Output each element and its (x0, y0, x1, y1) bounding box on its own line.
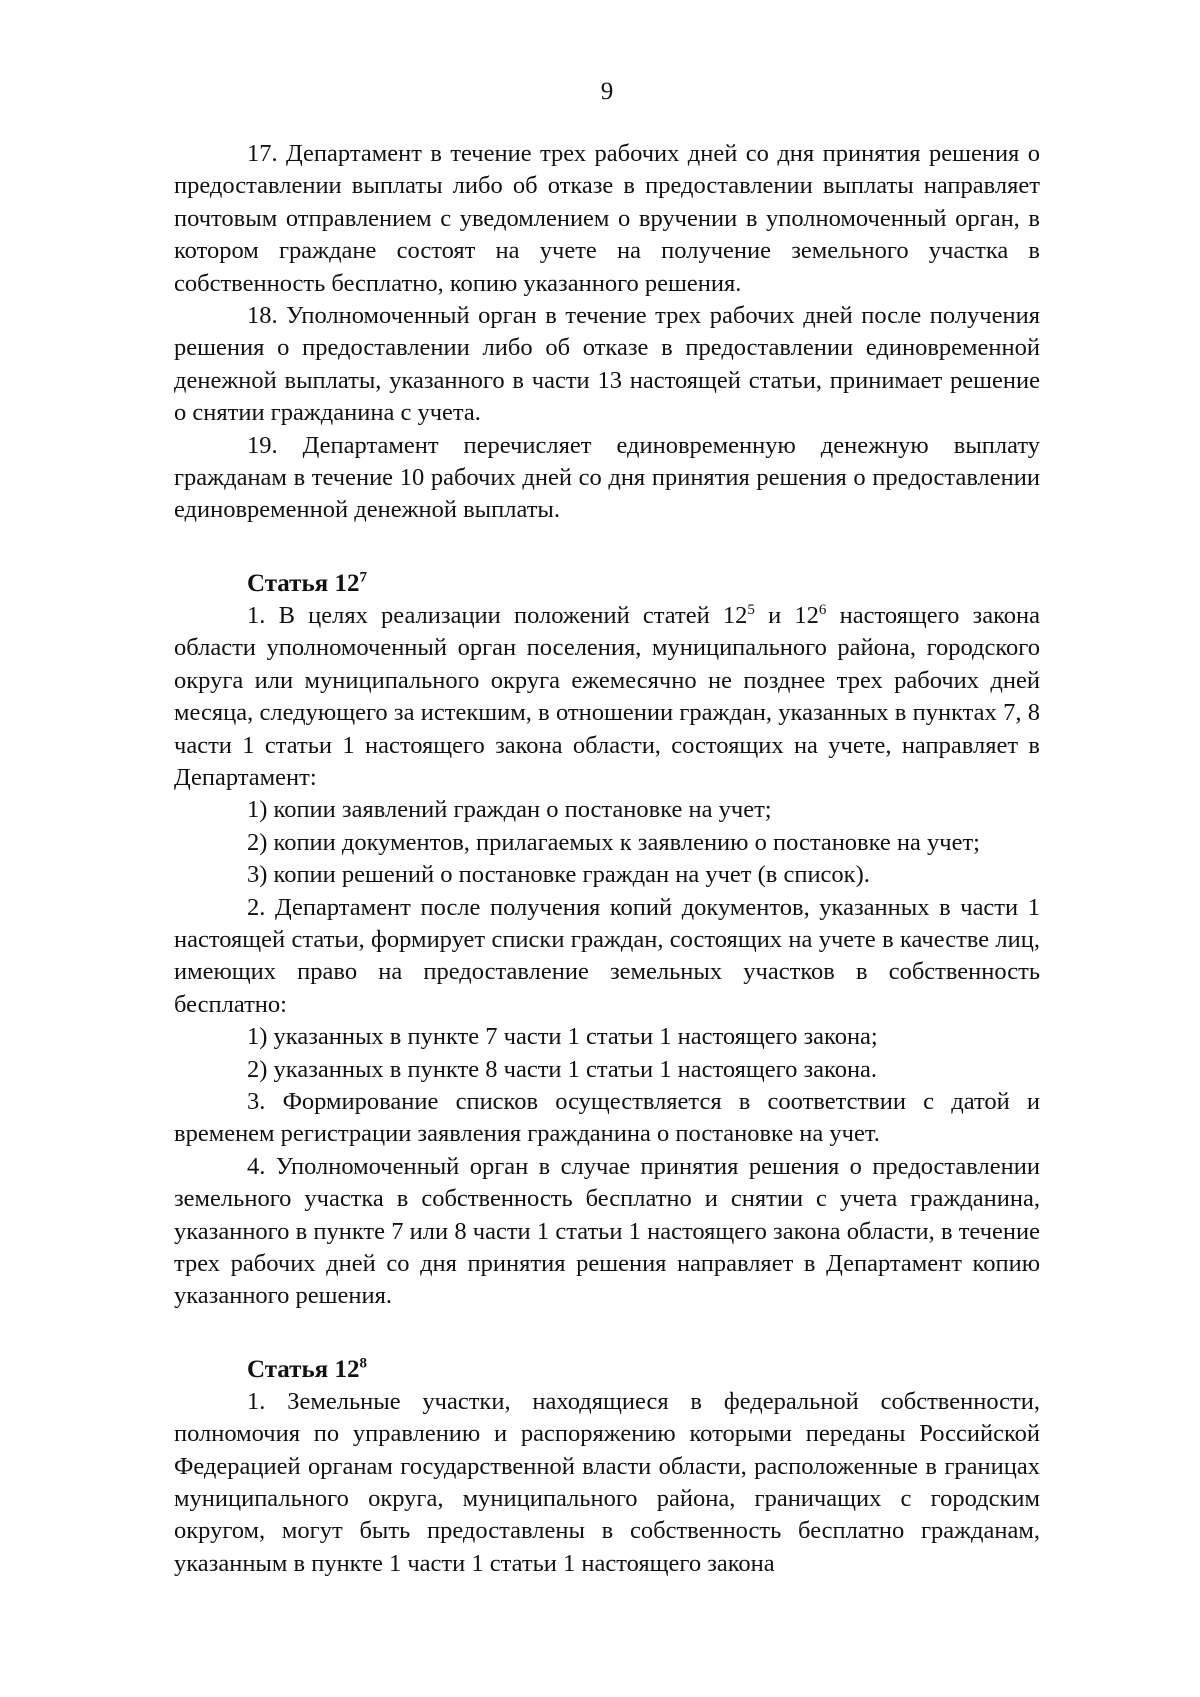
article-heading-text: Статья 12 (247, 1355, 360, 1383)
section-gap (174, 1313, 1040, 1353)
article-heading-superscript: 8 (359, 1355, 367, 1372)
part-1-text-a: 1. В целях реализации положений статей 12 (247, 601, 748, 629)
article-heading-text: Статья 12 (247, 569, 360, 597)
part-1-superscript-5: 5 (747, 601, 755, 618)
list-item-3: 3) копии решений о постановке граждан на учет (в список). (247, 861, 870, 889)
paragraph-18: 18. Уполномоченный орган в течение трех рабочих дней после получения решения о предоставлении либо об отказе в предоставлении единовременной денежной выплаты, указанного в части 13 настоящей статьи, принимает решение о снятии гражданина с учета. (174, 302, 1040, 427)
part-1-text-c: настоящего закона области уполномоченный орган поселения, муниципального района, городского округа или муниципального округа ежемесячно не позднее трех рабочих дней месяца, следующего за истекшим, в отношении граждан, указанных в пунктах 7, 8 части 1 статьи 1 настоящего закона области, состоящих на учете, направляет в Департамент: (174, 601, 1040, 791)
article-12-8-part-1: 1. Земельные участки, находящиеся в федеральной собственности, полномочия по управлению и распоряжению которыми переданы Российской Федерацией органам государственной власти области, расположенные в границах муниципального округа, муниципального района, граничащих с городским округом, могут быть предоставлены в собственность бесплатно гражданам, указанным в пункте 1 части 1 статьи 1 настоящего закона (174, 1387, 1040, 1577)
part-1-superscript-6: 6 (818, 601, 827, 618)
part-2-item-2: 2) указанных в пункте 8 части 1 статьи 1 настоящего закона. (247, 1055, 878, 1083)
article-heading-superscript: 7 (359, 569, 367, 586)
page-number: 9 (600, 78, 614, 105)
article-12-7-part-4: 4. Уполномоченный орган в случае принятия решения о предоставлении земельного участка в собственность бесплатно и снятии с учета гражданина, указанного в пункте 7 или 8 части 1 статьи 1 настоящего закона области, в течение трех рабочих дней со дня принятия решения направляет в Департамент копию указанного решения. (174, 1152, 1040, 1310)
list-item-2: 2) копии документов, прилагаемых к заявлению о постановке на учет; (247, 828, 980, 856)
part-2-item-1: 1) указанных в пункте 7 части 1 статьи 1 настоящего закона; (247, 1023, 878, 1051)
paragraph-19: 19. Департамент перечисляет единовременную денежную выплату гражданам в течение 10 рабочих дней со дня принятия решения о предоставлении единовременной денежной выплаты. (174, 431, 1040, 524)
paragraph-17: 17. Департамент в течение трех рабочих дней со дня принятия решения о предоставлении выплаты либо об отказе в предоставлении выплаты направляет почтовым отправлением с уведомлением о вручении в уполномоченный орган, в котором граждане состоят на учете на получение земельного участка в собственность бесплатно, копию указанного решения. (174, 140, 1040, 297)
article-12-7-heading (174, 567, 1040, 600)
article-12-7-part-3: 3. Формирование списков осуществляется в соответствии с датой и временем регистрации заявления гражданина о постановке на учет. (174, 1087, 1040, 1148)
document-body (174, 138, 1040, 1580)
article-12-7-part-1 (174, 600, 1040, 794)
article-12-7-part-2: 2. Департамент после получения копий документов, указанных в части 1 настоящей статьи, формирует списки граждан, состоящих на учете в качестве лиц, имеющих право на предоставление земельных участков в собственность бесплатно: (174, 893, 1040, 1018)
article-12-8-heading (174, 1353, 1040, 1386)
part-1-text-b: и 12 (754, 601, 819, 629)
section-gap (174, 527, 1040, 567)
list-item-1: 1) копии заявлений граждан о постановке на учет; (247, 796, 772, 824)
